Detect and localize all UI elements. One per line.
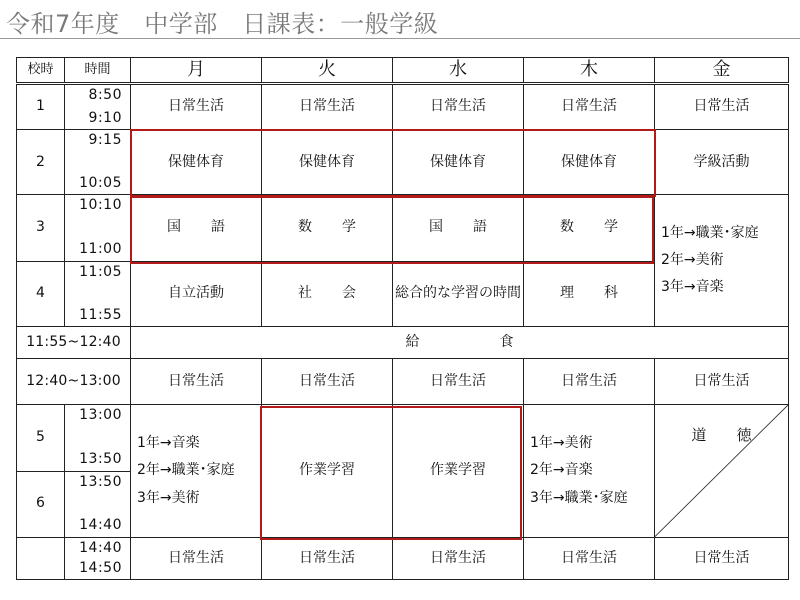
time-last [65,537,131,579]
period-last [17,537,65,579]
time-end: 13:50 [79,451,122,468]
cell-tue-p2: 保健体育 [262,130,393,195]
header-time: 時間 [65,58,131,84]
cell-mon-after-lunch: 日常生活 [131,359,262,405]
cell-thu-p2: 保健体育 [524,130,655,195]
header-day-fri: 金 [655,58,789,84]
time-start: 10:10 [79,197,122,214]
time-period-3 [65,195,131,261]
mon-grade-1: 1年→音楽 [137,434,200,451]
page-title: 令和7年度 中学部 日課表：一般学級 [6,10,439,38]
fri-grade-2: 2年→美術 [661,251,724,268]
time-start: 14:40 [79,539,122,556]
cell-wed-p3: 国語 [393,195,524,261]
cell-mon-p2: 保健体育 [131,130,262,195]
cell-thu-p5-6 [524,405,655,538]
period-4: 4 [17,261,65,326]
after-lunch-time: 12:40~13:00 [17,359,131,405]
cell-wed-last: 日常生活 [393,537,524,579]
cell-fri-p5-6 [655,405,789,538]
cell-thu-p4: 理科 [524,261,655,326]
cell-tue-p3: 数学 [262,195,393,261]
cell-mon-p1: 日常生活 [131,84,262,130]
period-6: 6 [17,471,65,537]
thu-grade-2: 2年→音楽 [530,462,593,479]
time-end: 14:50 [79,559,122,576]
cell-fri-p3-4 [655,195,789,327]
mon-grade-3: 3年→美術 [137,489,200,506]
thu-grade-3: 3年→職業･家庭 [530,489,628,506]
time-period-5 [65,405,131,471]
time-start: 13:50 [79,473,122,490]
cell-tue-after-lunch: 日常生活 [262,359,393,405]
time-start: 13:00 [79,407,122,424]
header-day-mon: 月 [131,58,262,84]
time-period-1 [65,84,131,130]
header-day-thu: 木 [524,58,655,84]
diagonal-line [655,405,788,537]
cell-wed-p5-6: 作業学習 [393,405,524,538]
period-5: 5 [17,405,65,471]
header-day-wed: 水 [393,58,524,84]
cell-wed-p4: 総合的な学習の時間 [393,261,524,326]
cell-wed-p2: 保健体育 [393,130,524,195]
period-2: 2 [17,130,65,195]
cell-thu-after-lunch: 日常生活 [524,359,655,405]
time-period-6 [65,471,131,537]
time-start: 11:05 [79,263,122,280]
time-end: 11:00 [79,241,122,258]
title-divider [0,38,800,39]
cell-mon-p5-6 [131,405,262,538]
time-end: 14:40 [79,517,122,534]
timetable [16,57,789,580]
cell-thu-p1: 日常生活 [524,84,655,130]
cell-thu-last: 日常生活 [524,537,655,579]
mon-grade-2: 2年→職業･家庭 [137,462,235,479]
cell-wed-p1: 日常生活 [393,84,524,130]
time-period-2 [65,130,131,195]
fri-p5-moral: 道徳 [691,426,782,445]
header-period: 校時 [17,58,65,84]
cell-tue-p5-6: 作業学習 [262,405,393,538]
time-start: 9:15 [88,132,122,149]
period-3: 3 [17,195,65,261]
cell-tue-last: 日常生活 [262,537,393,579]
cell-fri-after-lunch: 日常生活 [655,359,789,405]
cell-wed-after-lunch: 日常生活 [393,359,524,405]
fri-grade-3: 3年→音楽 [661,279,724,296]
lunch-time: 11:55~12:40 [17,326,131,358]
cell-thu-p3: 数学 [524,195,655,261]
lunch-label: 給食 [131,326,789,358]
cell-mon-p3: 国語 [131,195,262,261]
cell-fri-p2: 学級活動 [655,130,789,195]
cell-mon-p4: 自立活動 [131,261,262,326]
cell-tue-p1: 日常生活 [262,84,393,130]
time-end: 11:55 [79,306,122,323]
time-period-4 [65,261,131,326]
cell-tue-p4: 社会 [262,261,393,326]
cell-mon-last: 日常生活 [131,537,262,579]
fri-grade-1: 1年→職業･家庭 [661,224,759,241]
cell-fri-last: 日常生活 [655,537,789,579]
header-day-tue: 火 [262,58,393,84]
time-end: 9:10 [88,109,122,126]
time-end: 10:05 [79,175,122,192]
time-start: 8:50 [88,87,122,103]
period-1: 1 [17,84,65,130]
thu-grade-1: 1年→美術 [530,434,593,451]
cell-fri-p1: 日常生活 [655,84,789,130]
